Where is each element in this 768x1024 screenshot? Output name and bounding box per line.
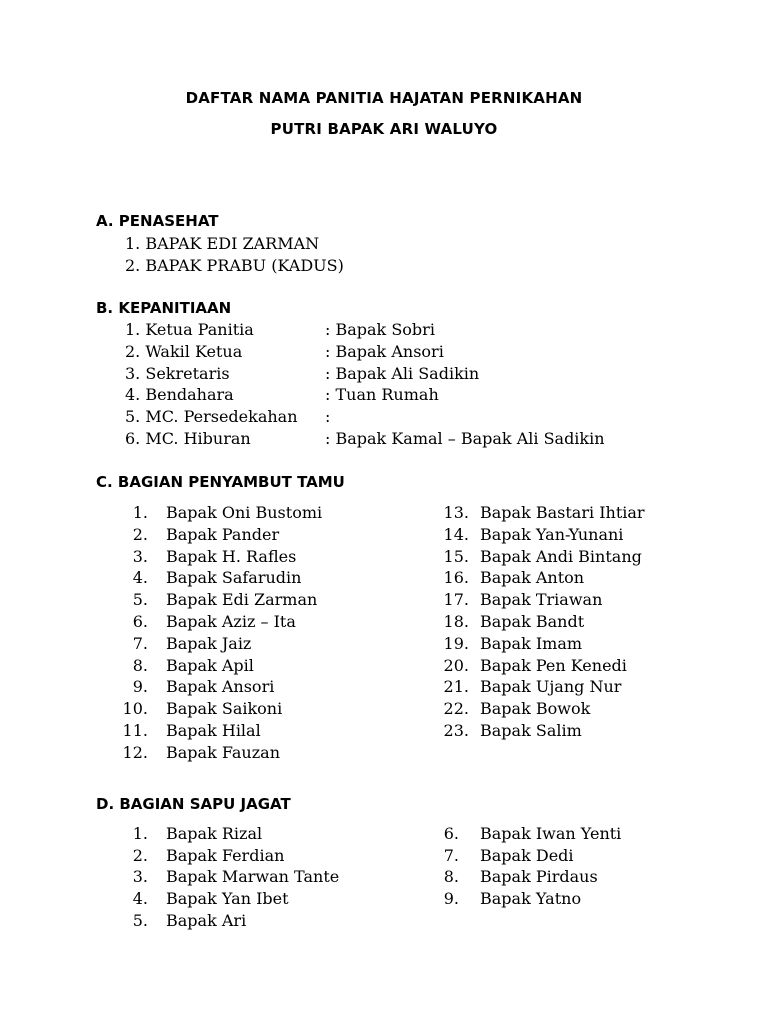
kepanitiaan-role: 3. Sekretaris xyxy=(125,364,230,383)
list-item-number: 14. xyxy=(443,524,469,544)
list-item-number: 6. xyxy=(443,824,459,843)
list-item-number: 17. xyxy=(443,590,469,610)
list-item-number: 21. xyxy=(443,677,469,697)
list-item-number: 23. xyxy=(443,721,469,740)
kepanitiaan-role: 6. MC. Hiburan xyxy=(125,429,251,448)
list-item-name: Bapak Bandt xyxy=(480,612,585,631)
list-item-number: 1. xyxy=(132,503,148,522)
list-item-number: 7. xyxy=(443,845,459,865)
list-item-name: Bapak Apil xyxy=(166,655,254,675)
list-item-number: 5. xyxy=(132,910,148,930)
list-item-number: 8. xyxy=(132,655,148,675)
list-item-name: Bapak Dedi xyxy=(480,845,574,865)
kepanitiaan-name: : Bapak Ali Sadikin xyxy=(325,364,480,383)
list-item-name: Bapak Saikoni xyxy=(166,699,283,719)
list-item-name: Bapak Yatno xyxy=(480,889,582,909)
list-item-number: 10. xyxy=(122,699,148,719)
list-item-number: 8. xyxy=(443,867,459,887)
list-item-name: Bapak Imam xyxy=(480,633,583,653)
list-item-name: Bapak Ari xyxy=(166,910,247,930)
document-title: DAFTAR NAMA PANITIA HAJATAN PERNIKAHAN xyxy=(185,89,583,107)
kepanitiaan-role: 4. Bendahara xyxy=(125,385,234,404)
list-item-number: 19. xyxy=(443,633,469,653)
kepanitiaan-name: : Bapak Sobri xyxy=(325,320,435,339)
list-item-number: 3. xyxy=(132,546,148,566)
list-item-name: Bapak Aziz – Ita xyxy=(166,612,296,631)
list-item-name: Bapak Bowok xyxy=(480,699,591,719)
list-item-name: Bapak Yan Ibet xyxy=(166,889,289,909)
list-item-name: Bapak Jaiz xyxy=(166,633,252,653)
list-item-name: Bapak Ujang Nur xyxy=(480,677,622,697)
list-item-name: Bapak Pirdaus xyxy=(480,867,598,887)
list-item-name: Bapak Salim xyxy=(480,721,582,740)
list-item-name: Bapak Oni Bustomi xyxy=(166,503,323,522)
list-item-number: 2. xyxy=(132,845,148,865)
list-item-name: Bapak Yan-Yunani xyxy=(480,524,624,544)
list-item-number: 7. xyxy=(132,633,148,653)
list-item-number: 20. xyxy=(443,655,469,675)
list-item-number: 4. xyxy=(132,568,148,588)
kepanitiaan-role: 1. Ketua Panitia xyxy=(125,320,254,339)
kepanitiaan-role: 5. MC. Persedekahan xyxy=(125,407,298,426)
list-item-number: 12. xyxy=(122,742,148,762)
penasehat-item: 1. BAPAK EDI ZARMAN xyxy=(125,234,320,253)
kepanitiaan-name: : xyxy=(325,407,331,426)
kepanitiaan-name: : Tuan Rumah xyxy=(325,385,439,404)
list-item-number: 5. xyxy=(132,590,148,610)
list-item-number: 9. xyxy=(132,677,148,697)
list-item-name: Bapak Triawan xyxy=(480,590,603,610)
penasehat-item: 2. BAPAK PRABU (KADUS) xyxy=(125,256,344,275)
list-item-name: Bapak Rizal xyxy=(166,824,263,843)
list-item-number: 13. xyxy=(443,503,469,522)
list-item-name: Bapak Anton xyxy=(480,568,585,588)
list-item-number: 15. xyxy=(443,546,469,566)
list-item-number: 18. xyxy=(443,612,469,631)
list-item-number: 9. xyxy=(443,889,459,909)
section-heading-sapu-jagat: D. BAGIAN SAPU JAGAT xyxy=(96,795,291,813)
section-heading-penasehat: A. PENASEHAT xyxy=(96,212,219,230)
list-item-number: 2. xyxy=(132,524,148,544)
list-item-name: Bapak Ferdian xyxy=(166,845,285,865)
list-item-name: Bapak Fauzan xyxy=(166,742,280,762)
list-item-name: Bapak Pen Kenedi xyxy=(480,655,627,675)
list-item-number: 22. xyxy=(443,699,469,719)
kepanitiaan-name: : Bapak Ansori xyxy=(325,342,444,361)
list-item-name: Bapak Bastari Ihtiar xyxy=(480,503,645,522)
list-item-number: 1. xyxy=(132,824,148,843)
list-item-name: Bapak Hilal xyxy=(166,721,261,740)
list-item-name: Bapak Pander xyxy=(166,524,280,544)
document-subtitle: PUTRI BAPAK ARI WALUYO xyxy=(270,120,498,138)
kepanitiaan-role: 2. Wakil Ketua xyxy=(125,342,243,361)
list-item-number: 16. xyxy=(443,568,469,588)
list-item-number: 6. xyxy=(132,612,148,631)
list-item-name: Bapak Edi Zarman xyxy=(166,590,318,610)
list-item-name: Bapak Iwan Yenti xyxy=(480,824,622,843)
list-item-name: Bapak H. Rafles xyxy=(166,546,297,566)
list-item-number: 4. xyxy=(132,889,148,909)
kepanitiaan-name: : Bapak Kamal – Bapak Ali Sadikin xyxy=(325,429,605,448)
list-item-name: Bapak Andi Bintang xyxy=(480,546,642,566)
section-heading-kepanitiaan: B. KEPANITIAAN xyxy=(96,299,232,317)
list-item-name: Bapak Ansori xyxy=(166,677,275,697)
list-item-name: Bapak Safarudin xyxy=(166,568,302,588)
list-item-number: 11. xyxy=(122,721,148,740)
section-heading-penyambut-tamu: C. BAGIAN PENYAMBUT TAMU xyxy=(96,473,345,491)
list-item-name: Bapak Marwan Tante xyxy=(166,867,340,887)
list-item-number: 3. xyxy=(132,867,148,887)
